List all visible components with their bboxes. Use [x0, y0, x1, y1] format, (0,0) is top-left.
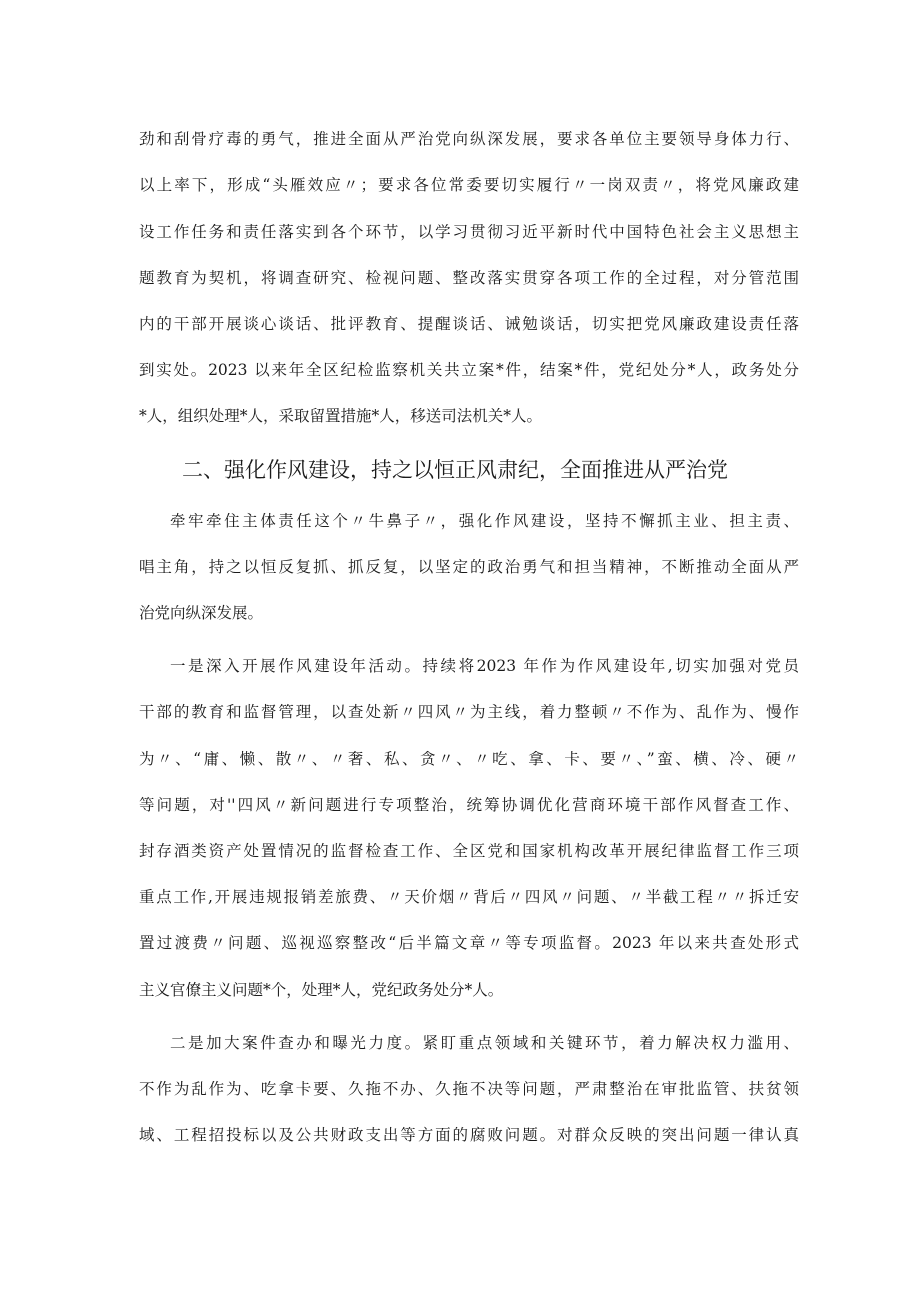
para2-line-3: 治党向纵深发展。 — [139, 604, 264, 622]
para1-line-6: 到实处。2023 以来年全区纪检监察机关共立案*件，结案*件，党纪处分*人，政务处分 — [139, 361, 799, 379]
para4-line-2: 不作为乱作为、吃拿卡要、久拖不办、久拖不决等问题，严肃整治在审批监管、扶贫领 — [139, 1080, 799, 1098]
para1-line-3: 设工作任务和责任落实到各个环节，以学习贯彻习近平新时代中国特色社会主义思想主 — [139, 223, 799, 241]
para3-line-5: 封存酒类资产处置情况的监督检查工作、全区党和国家机构改革开展纪律监督工作三项 — [139, 842, 799, 860]
para1-line-5: 内的干部开展谈心谈话、批评教育、提醒谈话、诫勉谈话，切实把党风廉政建设责任落 — [139, 315, 799, 333]
para2-line-2: 唱主角，持之以恒反复抓、抓反复，以坚定的政治勇气和担当精神，不断推动全面从严 — [139, 558, 799, 576]
section-heading: 二、强化作风建设，持之以恒正风肃纪，全面推进从严治党 — [182, 458, 728, 482]
para3-line-8: 主义官僚主义问题*个，处理*人，党纪政务处分*人。 — [139, 981, 504, 999]
para1-line-7: *人，组织处理*人，采取留置措施*人，移送司法机关*人。 — [139, 407, 543, 425]
para3-line-7: 置过渡费〃问题、巡视巡察整改“后半篇文章〃等专项监督。2023 年以来共查处形式 — [139, 934, 799, 952]
para2-line-1: 牵牢牵住主体责任这个〃牛鼻子〃，强化作风建设，坚持不懈抓主业、担主责、 — [170, 512, 799, 530]
para4-line-1: 二是加大案件查办和曝光力度。紧盯重点领域和关键环节，着力解决权力滥用、 — [170, 1034, 799, 1052]
para3-line-2: 干部的教育和监督管理，以查处新〃四风〃为主线，着力整顿〃不作为、乱作为、慢作 — [139, 703, 799, 721]
para1-line-2: 以上率下，形成“头雁效应〃；要求各位常委要切实履行〃一岗双责〃，将党风廉政建 — [139, 176, 799, 194]
para1-line-4: 题教育为契机，将调查研究、检视问题、整改落实贯穿各项工作的全过程，对分管范围 — [139, 269, 799, 287]
para3-line-3: 为〃、“庸、懒、散〃、〃奢、私、贪〃、〃吃、拿、卡、要〃、”蛮、横、冷、硬〃 — [139, 750, 799, 768]
para3-line-4: 等问题，对''四风〃新问题进行专项整治，统筹协调优化营商环境干部作风督查工作、 — [139, 796, 799, 814]
para3-line-1: 一是深入开展作风建设年活动。持续将2023 年作为作风建设年,切实加强对党员 — [170, 657, 799, 675]
para4-line-3: 域、工程招投标以及公共财政支出等方面的腐败问题。对群众反映的突出问题一律认真 — [139, 1126, 799, 1144]
para3-line-6: 重点工作,开展违规报销差旅费、〃天价烟〃背后〃四风〃问题、〃半截工程〃〃拆迁安 — [139, 888, 799, 906]
para1-line-1: 劲和刮骨疗毒的勇气，推进全面从严治党向纵深发展，要求各单位主要领导身体力行、 — [139, 130, 799, 148]
